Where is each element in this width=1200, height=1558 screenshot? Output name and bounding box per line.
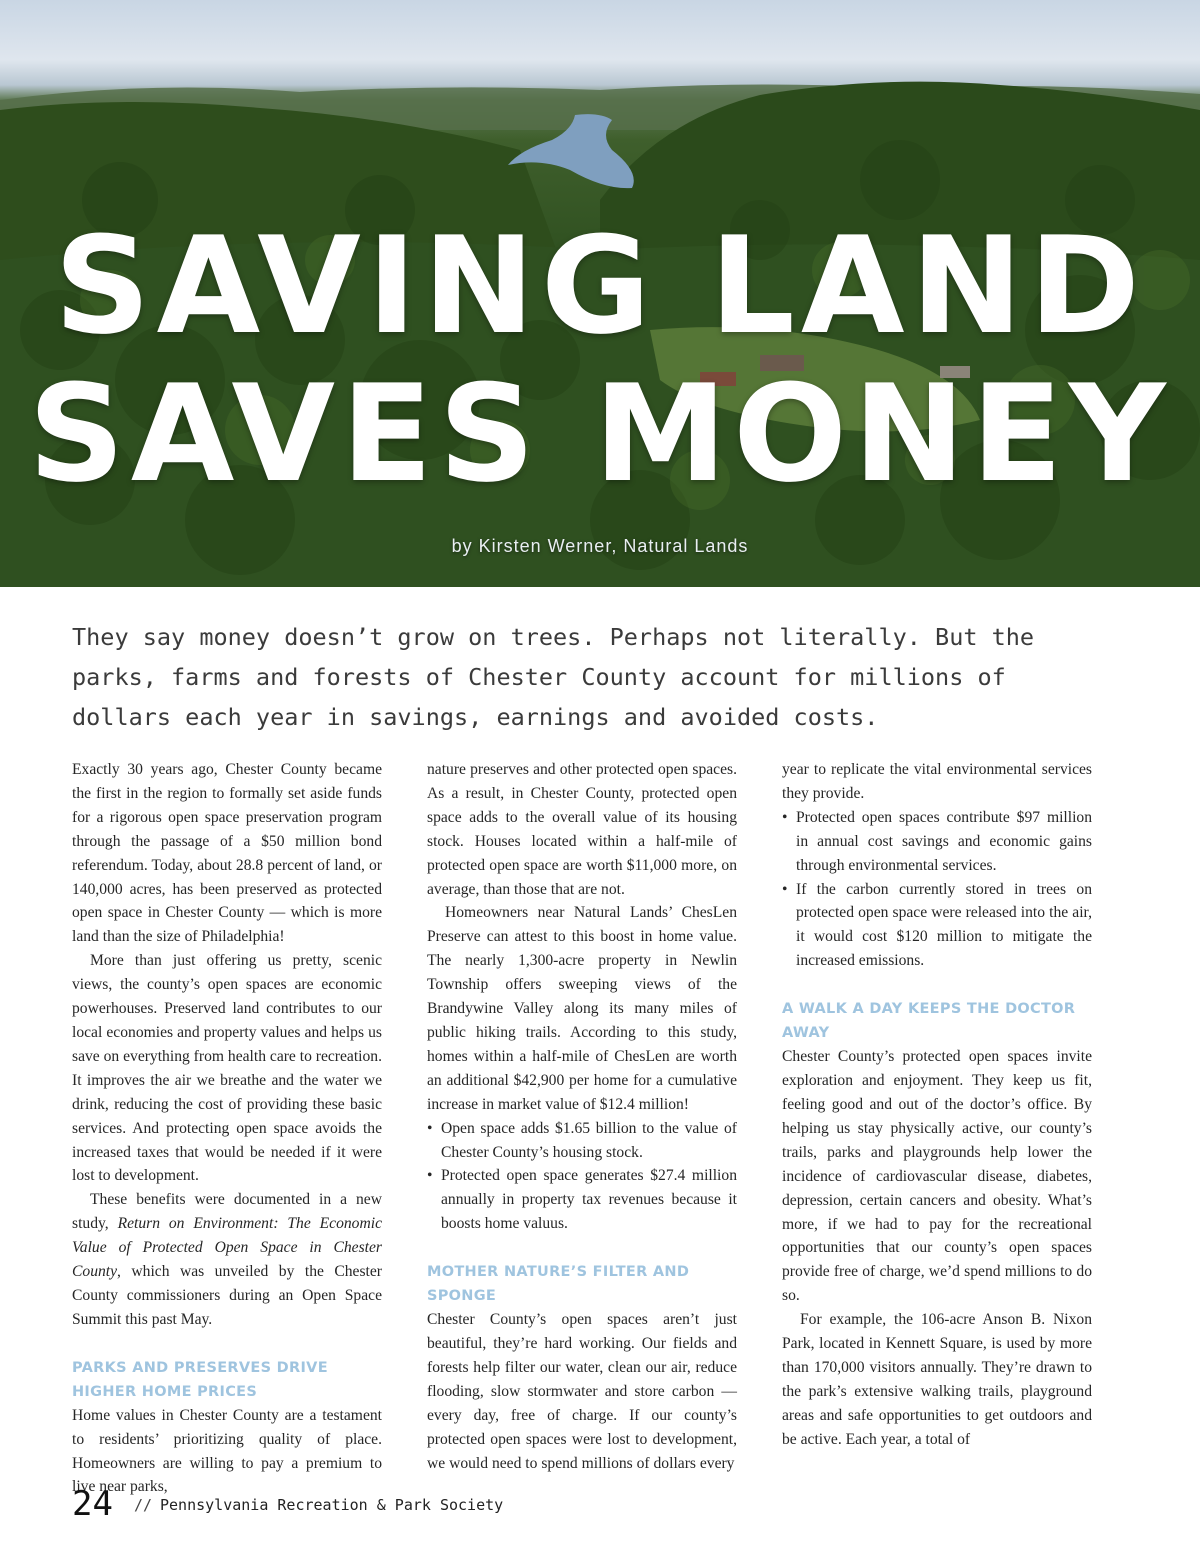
- paragraph: year to replicate the vital environmental services they provide.: [782, 761, 1092, 802]
- list-item-text: Open space adds $1.65 billion to the value of Chester County’s housing stock.: [441, 1119, 737, 1161]
- hero-section: [0, 0, 1200, 587]
- bullet-icon: •: [427, 1167, 433, 1185]
- list-item: [427, 1117, 737, 1165]
- page-number: 24: [72, 1484, 113, 1524]
- section-heading: PARKS AND PRESERVES DRIVE HIGHER HOME PRICES: [72, 1359, 328, 1400]
- text-run: , which was unveiled by the Chester County commissioners during an Open Space Summit this past May.: [72, 1263, 382, 1328]
- paragraph: Chester County’s open spaces aren’t just beautiful, they’re hard working. Our fields and forests help filter our water, clean our air, reduce flooding, slow stormwater and store carbon — every day, free of charge. If our county’s protected open spaces were lost to development, we would need to spend millions of dollars every: [427, 1311, 737, 1472]
- paragraph: Homeowners near Natural Lands’ ChesLen Preserve can attest to this boost in home value. The nearly 1,300-acre property in Newlin Township offers sweeping views of the Brandywine Valley along its many miles of public hiking trails. According to this study, homes within a half-mile of ChesLen are worth an additional $42,900 per home for a cumulative increase in market value of $12.4 million!: [427, 904, 737, 1113]
- section-heading: A WALK A DAY KEEPS THE DOCTOR AWAY: [782, 1001, 1076, 1042]
- list-item-text: Protected open spaces contribute $97 million in annual cost savings and economic gains through environmental services.: [796, 808, 1092, 874]
- column-2: [427, 758, 737, 1475]
- paragraph: More than just offering us pretty, scenic views, the county’s open spaces are economic powerhouses. Preserved land contributes to our local economies and property values and helps us save on everything from health care to recreation. It improves the air we breathe and the water we drink, reducing the cost of providing these basic services. And protecting open space avoids the increased taxes that would be needed if it were lost to development.: [72, 952, 383, 1185]
- paragraph: Home values in Chester County are a testament to residents’ prioritizing quality of place. Homeowners are willing to pay a premium to live near parks,: [72, 1406, 382, 1496]
- list-item: [427, 1164, 737, 1236]
- paragraph: Chester County’s protected open spaces invite exploration and enjoyment. They keep us fit, feeling good and out of the doctor’s office. By helping us stay physically active, our county’s trails, parks and playgrounds help lower the incidence of cardiovascular disease, diabetes, depression, certain cancers and obesity. What’s more, if we had to pay for the recreational opportunities that our county’s open spaces provide free of charge, we’d spend millions to do so.: [782, 1048, 1092, 1305]
- column-1: [72, 758, 382, 1499]
- section-heading: MOTHER NATURE’S FILTER AND SPONGE: [427, 1264, 690, 1305]
- bullet-icon: •: [782, 880, 788, 898]
- study-title: Return on Environment: The Economic Value of Protected Open Space in Chester County: [72, 1215, 382, 1281]
- title-line-2: SAVES MONEY: [28, 356, 1172, 512]
- article-title: [0, 208, 1200, 512]
- byline: by Kirsten Werner, Natural Lands: [451, 536, 749, 556]
- paragraph: Exactly 30 years ago, Chester County became the first in the region to formally set aside funds for a rigorous open space preservation program through the passage of a $50 million bond referendum. Today, about 28.8 percent of land, or 140,000 acres, has been preserved as protected open space in Chester County — which is more land than the size of Philadelphia!: [72, 761, 382, 946]
- paragraph: nature preserves and other protected open spaces. As a result, in Chester County, protected open space adds to the overall value of its housing stock. Houses located within a half-mile of protected open space are worth $11,000 more, on average, than those that are not.: [427, 761, 737, 898]
- title-line-1: SAVING LAND: [54, 208, 1146, 364]
- list-item-text: If the carbon currently stored in trees on protected open space were released into the air, it would cost $120 million to mitigate the increased emissions.: [796, 880, 1092, 970]
- list-item-text: Protected open space generates $27.4 million annually in property tax revenues because it boosts home valuus.: [441, 1167, 737, 1233]
- bullet-icon: •: [427, 1119, 433, 1137]
- bullet-list: [427, 1117, 737, 1237]
- column-3: [782, 758, 1092, 1452]
- bullet-list: [782, 806, 1092, 973]
- paragraph: [72, 1188, 382, 1331]
- bullet-icon: •: [782, 808, 788, 826]
- intro-deck: They say money doesn’t grow on trees. Perhaps not literally. But the parks, farms and forests of Chester County account for millions of dollars each year in savings, earnings and avoided costs.: [72, 623, 1035, 731]
- footer-separator: //: [134, 1496, 153, 1514]
- text-run: These benefits were documented in a new study,: [72, 1191, 382, 1233]
- paragraph: For example, the 106-acre Anson B. Nixon Park, located in Kennett Square, is used by more than 170,000 visitors annually. They’re drawn to the park’s extensive walking trails, playground areas and safe opportunities to get outdoors and be active. Each year, a total of: [782, 1311, 1092, 1448]
- list-item: [782, 806, 1092, 878]
- publication-name: Pennsylvania Recreation & Park Society: [160, 1496, 504, 1514]
- list-item: [782, 878, 1092, 974]
